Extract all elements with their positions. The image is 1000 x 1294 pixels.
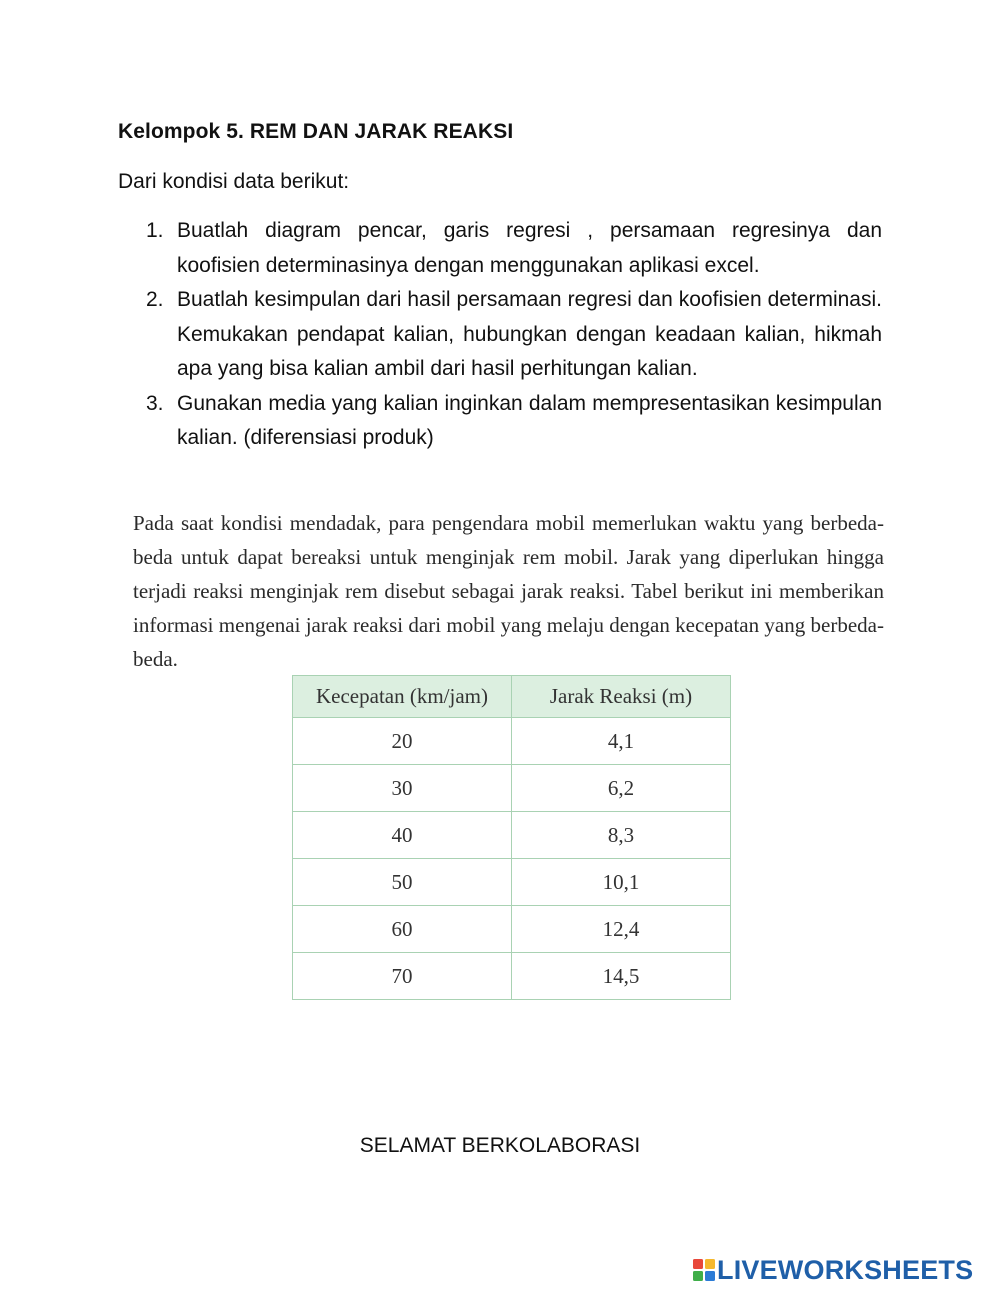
table-row: [293, 765, 731, 812]
table-row: [293, 906, 731, 953]
table-row: [293, 953, 731, 1000]
speed-cell: 20: [293, 718, 512, 765]
brand-wordmark: LIVEWORKSHEETS: [717, 1254, 974, 1285]
distance-cell: 6,2: [512, 765, 731, 812]
speed-cell: 40: [293, 812, 512, 859]
liveworksheets-brand: [693, 1255, 973, 1285]
table-row: [293, 859, 731, 906]
distance-cell: 12,4: [512, 906, 731, 953]
task-text: Buatlah diagram pencar, garis regresi , persamaan regresinya dan koofisien determinasinya dengan menggunakan aplikasi excel.: [177, 219, 882, 277]
task-item: [146, 283, 882, 387]
header-speed: Kecepatan (km/jam): [293, 676, 512, 718]
task-item: [146, 214, 882, 283]
table-row: [293, 718, 731, 765]
task-number: 2.: [146, 288, 164, 311]
liveworksheets-logo-icon: [693, 1259, 715, 1281]
distance-cell: 8,3: [512, 812, 731, 859]
distance-cell: 10,1: [512, 859, 731, 906]
speed-cell: 30: [293, 765, 512, 812]
distance-cell: 4,1: [512, 718, 731, 765]
task-text: Gunakan media yang kalian inginkan dalam mempresentasikan kesimpulan kalian. (diferensiasi produk): [177, 391, 882, 449]
speed-cell: 70: [293, 953, 512, 1000]
passage-text: Pada saat kondisi mendadak, para pengendara mobil memerlukan waktu yang berbeda-beda untuk dapat bereaksi untuk menginjak rem mobil. Jarak yang diperlukan hingga terjadi reaksi menginjak rem disebut sebagai jarak reaksi. Tabel berikut ini memberikan informasi mengenai jarak reaksi dari mobil yang melaju dengan kecepatan yang berbeda-beda.: [133, 511, 884, 671]
page-title: Kelompok 5. REM DAN JARAK REAKSI: [118, 120, 514, 143]
intro-text: Dari kondisi data berikut:: [118, 170, 350, 193]
reaction-distance-table: [292, 675, 731, 1000]
task-list: [146, 214, 882, 456]
closing-text: SELAMAT BERKOLABORASI: [359, 1134, 641, 1157]
distance-cell: 14,5: [512, 953, 731, 1000]
task-item: [146, 387, 882, 456]
task-number: 1.: [146, 219, 164, 242]
table-header-row: [293, 676, 731, 718]
task-number: 3.: [146, 391, 164, 415]
speed-cell: 50: [293, 859, 512, 906]
speed-cell: 60: [293, 906, 512, 953]
header-distance: Jarak Reaksi (m): [512, 676, 731, 718]
table-row: [293, 812, 731, 859]
task-text: Buatlah kesimpulan dari hasil persamaan regresi dan koofisien determinasi. Kemukakan pendapat kalian, hubungkan dengan keadaan kalian, hikmah apa yang bisa kalian ambil dari hasil perhitungan kalian.: [177, 288, 882, 380]
